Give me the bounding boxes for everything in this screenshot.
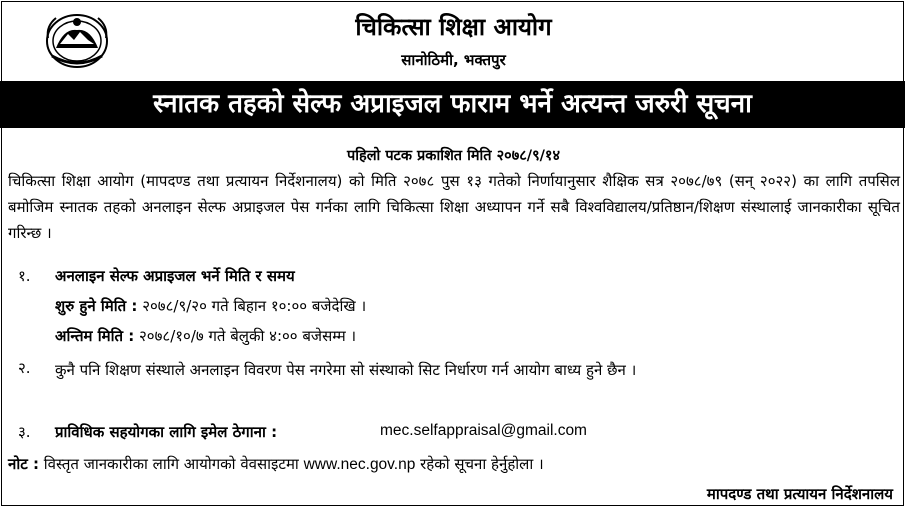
end-date-row — [55, 326, 356, 346]
intro-paragraph: चिकित्सा शिक्षा आयोग (मापदण्ड तथा प्रत्यायन निर्देशनालय) को मिति २०७८ पुस १३ गतेको निर्णायानुसार शैक्षिक सत्र २०७८/७९ (सन् २०२२) का लागि तपसिल बमोजिम स्नातक तहको अनलाइन सेल्फ अप्राइजल पेस गर्नका लागि चिकित्सा शिक्षा अध्यापन गर्ने सबै विश्वविद्यालय/प्रतिष्ठान/शिक्षण संस्थालाई जानकारीका सूचित गरिन्छ । — [8, 172, 900, 242]
end-date-label: अन्तिम मिति : — [55, 327, 135, 345]
published-date: पहिलो पटक प्रकाशित मिति २०७८/९/१४ — [347, 148, 560, 164]
website-link[interactable]: www.nec.gov.np — [303, 456, 416, 473]
support-email-link[interactable]: mec.selfappraisal@gmail.com — [380, 422, 587, 439]
note-text-before: विस्तृत जानकारीका लागि आयोगको वेवसाइटमा — [43, 455, 299, 473]
note-label: नोट : — [8, 455, 39, 473]
organization-address: सानोठिमी, भक्तपुर — [401, 51, 506, 69]
notice-banner: स्नातक तहको सेल्फ अप्राइजल फाराम भर्ने अत्यन्त जरुरी सूचना — [0, 81, 905, 128]
item-2-number: २. — [18, 359, 31, 377]
signature: मापदण्ड तथा प्रत्यायन निर्देशनालय — [706, 485, 893, 503]
start-date-row — [55, 296, 366, 316]
item-1-heading: अनलाइन सेल्फ अप्राइजल भर्ने मिति र समय — [55, 267, 295, 285]
end-date-value: २०७८/१०/७ गते बेलुकी ४:०० बजेसम्म । — [139, 327, 357, 345]
item-2-text: कुनै पनि शिक्षण संस्थाले अनलाइन विवरण पेस नगरेमा सो संस्थाको सिट निर्धारण गर्न आयोग बाध्य हुने छैन । — [55, 361, 637, 379]
start-date-label: शुरु हुने मिति : — [55, 297, 138, 315]
note-line — [8, 454, 544, 474]
note-text-after: रहेको सूचना हेर्नुहोला । — [420, 455, 544, 473]
item-3-number: ३. — [18, 423, 31, 441]
organization-title: चिकित्सा शिक्षा आयोग — [355, 13, 552, 41]
start-date-value: २०७८/९/२० गते बिहान १०:०० बजेदेखि । — [142, 297, 367, 315]
item-1-number: १. — [18, 267, 31, 285]
item-3-heading: प्राविधिक सहयोगका लागि इमेल ठेगाना : — [55, 423, 278, 441]
